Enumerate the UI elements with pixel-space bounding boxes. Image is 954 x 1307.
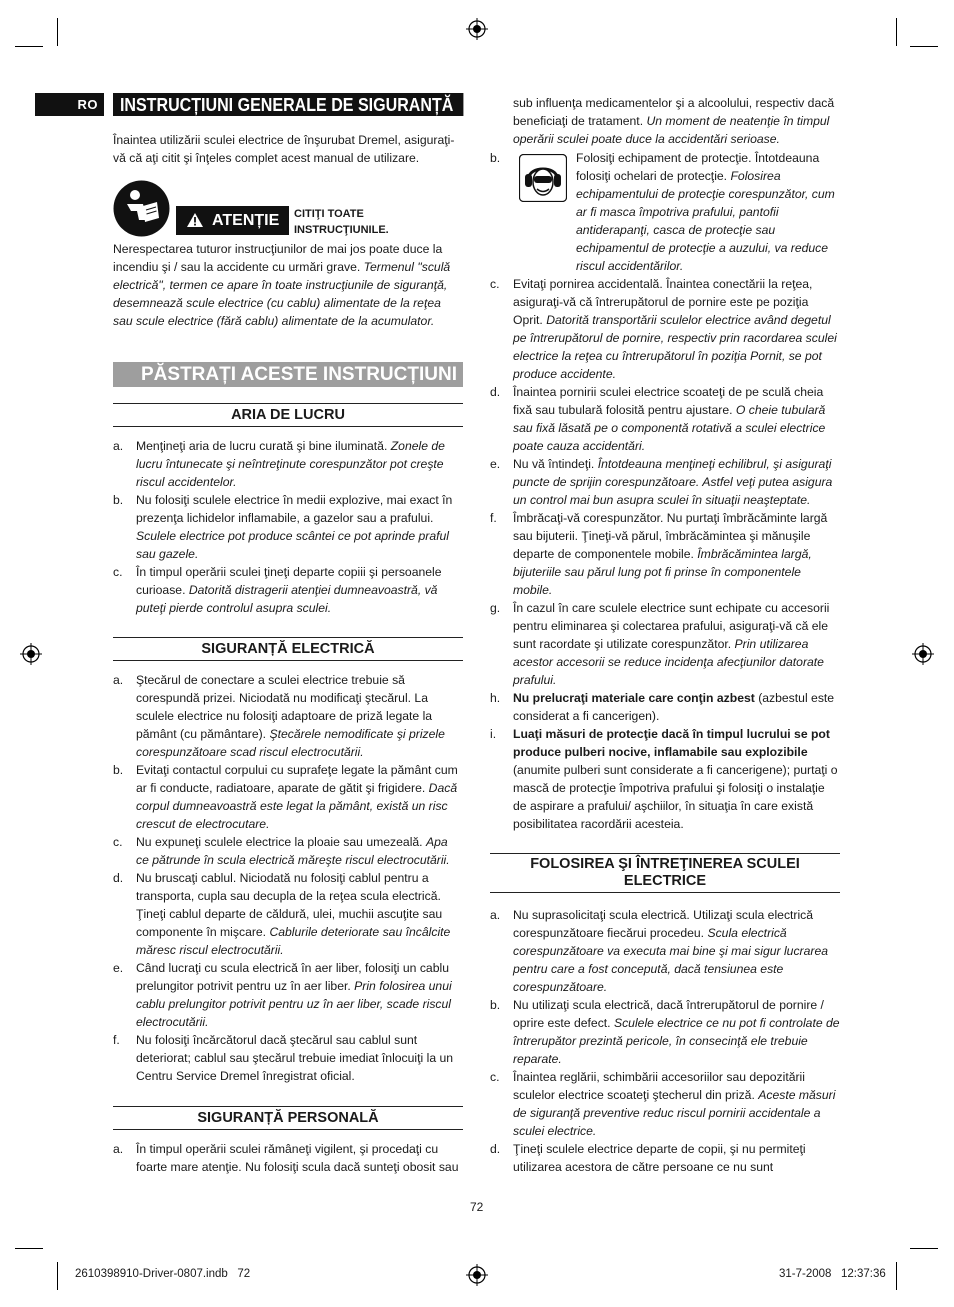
registration-mark-icon [20,643,42,665]
list-item: c. Nu expuneţi sculele electrice la ploaie sau umezeală. Apa ce pătrunde în scula electrică măreşte riscul electrocutării. [113,835,450,867]
section-title-tool-use-care: FOLOSIREA ŞI ÎNTREŢINEREA SCULEI ELECTRICE [490,853,840,893]
read-manual-icon [113,180,170,237]
section-title-work-area: ARIA DE LUCRU [113,403,463,427]
list-item: h. Nu prelucraţi materiale care conţin azbest (azbestul este considerat a fi cancerigen). [490,691,835,723]
list-item: f. Îmbrăcaţi-vă corespunzător. Nu purtaţi îmbrăcăminte largă sau bijuterii. Ţineţi-vă părul, îmbrăcămintea şi mănuşile departe de componentele mobile. Îmbrăcămintea largă, bijuteriile sau părul lung pot fi prinse în componentele mobile. [490,511,828,597]
list-item: a. În timpul operării sculei rămâneţi vigilent, şi procedaţi cu foarte mare atenţie. Nu folosiţi scula dacă sunteţi obosit sau [113,1142,459,1174]
safety-goggles-ear-protection-icon [519,154,567,202]
warning-triangle-icon [186,212,204,228]
list-item: e. Nu vă întindeţi. Întotdeauna menţineţi echilibrul, şi asiguraţi puncte de sprijin corespunzătoare. Astfel veţi putea asigura un control mai bun asupra sculei în situaţii neaşteptate. [490,457,833,507]
read-instructions-label: CITIŢI TOATE INSTRUCŢIUNILE. [294,208,389,236]
list-item: g. În cazul în care sculele electrice sunt echipate cu accesorii pentru eliminarea şi colectarea prafului, asiguraţi-vă că ele sunt racordate şi utilizate corespunzător. Prin utilizarea acestor accesorii se reduce incidenţa afecţiunilor datorate prafului. [490,601,830,687]
crop-mark [15,46,43,47]
footer-timestamp: 31-7-2008 12:37:36 [779,1268,886,1280]
warning-badge [176,206,289,235]
warning-badge-label: ATENȚIE [212,212,280,229]
crop-mark [57,1262,58,1290]
list-item: b. Nu utilizaţi scula electrică, dacă întrerupătorul de pornire / oprire este defect. Sculele electrice ce nu pot fi controlate de întrerupător prezintă pericole, în consecinţă ele trebuie reparate. [490,998,840,1066]
footer-file-name: 2610398910-Driver-0807.indb 72 [75,1268,251,1280]
keep-instructions-banner: PĂSTRAȚI ACESTE INSTRUCȚIUNI [113,362,463,387]
section-title-electrical-safety: SIGURANȚĂ ELECTRICĂ [113,637,463,661]
list-item: d. Nu bruscaţi cablul. Niciodată nu folosiţi cablul pentru a transporta, cupla sau decupla de la reţea scula electrică. Ţineţi cablul departe de căldură, ulei, muchii ascuţite sau componente în mişcare. Cablurile deteriorate sau încâlcite măresc riscul electrocutării. [113,871,451,957]
list-item: e. Când lucraţi cu scula electrică în aer liber, folosiţi un cablu prelungitor potrivit pentru uz în aer liber. Prin folosirea unui cablu prelungitor potrivit pentru uz în aer liber, scade riscul electrocutării. [113,961,452,1029]
page-title: INSTRUCȚIUNI GENERALE DE SIGURANȚĂ [113,93,463,116]
registration-mark-icon [912,643,934,665]
registration-mark-icon [466,18,488,40]
list-item: c. Înaintea reglării, schimbării accesoriilor sau depozitării sculelor electrice scoateţi ştecherul din priză. Aceste măsuri de siguranţă preventive reduc riscul pornirii accidentale a sculei electrice. [490,1070,836,1138]
list-item: f. Nu folosiţi încărcătorul dacă ştecărul sau cablul sunt deteriorat; cablul sau ştecărul trebuie imediat înlocuiţi la un Centru Service Dremel înregistrat oficial. [113,1033,454,1083]
list-item: a. Menţineţi aria de lucru curată şi bine iluminată. Zonele de lucru întunecate şi neîntreţinute corespunzător pot creşte riscul accidentelor. [113,439,445,489]
section-title-personal-safety: SIGURANȚĂ PERSONALĂ [113,1106,463,1130]
list-item-continued: sub influenţa medicamentelor şi a alcoolului, respectiv dacă beneficiaţi de tratament. Un moment de neatenţie în timpul operării sculei poate duce la accidentări serioase. [513,96,835,146]
page-number: 72 [470,1200,484,1214]
list-item: b. Nu folosiţi sculele electrice în medii explozive, mai exact în prezenţa lichidelor inflamabile, a gazelor sau a prafului. Sculele electrice pot produce scântei ce pot aprinde praful sau gazele. [113,493,453,561]
crop-mark [57,18,58,46]
list-item: b. Evitaţi contactul corpului cu suprafeţe legate la pământ cum ar fi conducte, radiatoare, aparate de gătit şi frigidere. Dacă corpul dumneavoastră este legat la pământ, există un risc crescut de electrocutare. [113,763,458,831]
registration-mark-icon [466,1264,488,1286]
crop-mark [896,18,897,46]
list-item: i. Luaţi măsuri de protecţie dacă în timpul lucrului se pot produce pulberi nocive, inflamabile sau explozibile (anumite pulberi sunt considerate a fi cancerigene); purtaţi o mască de protecţie împotriva prafului şi folosiţi o instalaţie de aspirare a prafului/ aşchiilor, în situaţia în care există posibilitatea racordării acesteia. [490,727,838,831]
crop-mark [15,1248,43,1249]
list-item-text: Folosiţi echipament de protecţie. Întotdeauna folosiţi ochelari de protecţie. Folosirea echipamentului de protecţie corespunzător, cum ar fi masca împotriva prafului, pantofii antiderapanţi, casca de protecţie sau echipamentul de protecţie a auzului, va reduce riscul accidentărilor. [576,151,835,273]
crop-mark [910,46,938,47]
list-item: c. Evitaţi pornirea accidentală. Înaintea conectării la reţea, asiguraţi-vă că întrerupătorul de pornire este pe poziţia Oprit. Datorită transportării sculelor electrice având degetul pe întrerupătorul de pornire, respectiv prin racordarea sculei electrice la reţea cu întrerupătorul în poziţia Pornit, se pot produce accidente. [490,277,837,381]
intro-paragraph: Înaintea utilizării sculei electrice de înşurubat Dremel, asiguraţi-vă că aţi citit şi înţeles complet acest manual de utilizare. [113,133,455,165]
list-item: a. Ştecărul de conectare a sculei electrice trebuie să corespundă prizei. Niciodată nu modificaţi ştecărul. La sculele electrice nu folosiţi adaptoare de priză legate la pământ (cu pământare). Ştecărele nemodificate şi prizele corespunzătoare scad riscul electrocutării. [113,673,445,759]
list-item: d. Ţineţi sculele electrice departe de copii, şi nu permiteţi utilizarea acestora de către persoane ce nu sunt [490,1142,806,1174]
list-item: d. Înaintea pornirii sculei electrice scoateţi de pe sculă cheia fixă sau tubulară folosită pentru ajustare. O cheie tubulară sau fixă lăsată pe o componentă rotativă a sculei electrice poate cauza accidentări. [490,385,826,453]
warning-text: Nerespectarea tuturor instrucţiunilor de mai jos poate duce la incendiu şi / sau la accidente cu urmări grave. Termenul "sculă electrică", termen ce apare în toate instrucţiunile de siguranţă, desemnează scule electrice (cu cablu) alimentate de la reţea sau scule electrice (fără cablu) alimentate de la acumulator. [113,242,451,328]
crop-mark [896,1262,897,1290]
language-tab: RO [35,93,104,116]
list-item: a. Nu suprasolicitaţi scula electrică. Utilizaţi scula electrică corespunzătoare fiecărui procedeu. Scula electrică corespunzătoare va executa mai bine şi mai sigur lucrarea pentru care a fost concepută, dacă tensiunea este corespunzătoare. [490,908,829,994]
list-item: c. În timpul operării sculei ţineţi departe copiii şi persoanele curioase. Datorită distragerii atenţiei dumneavoastră, vă puteţi pierde controlul asupra sculei. [113,565,442,615]
crop-mark [910,1248,938,1249]
